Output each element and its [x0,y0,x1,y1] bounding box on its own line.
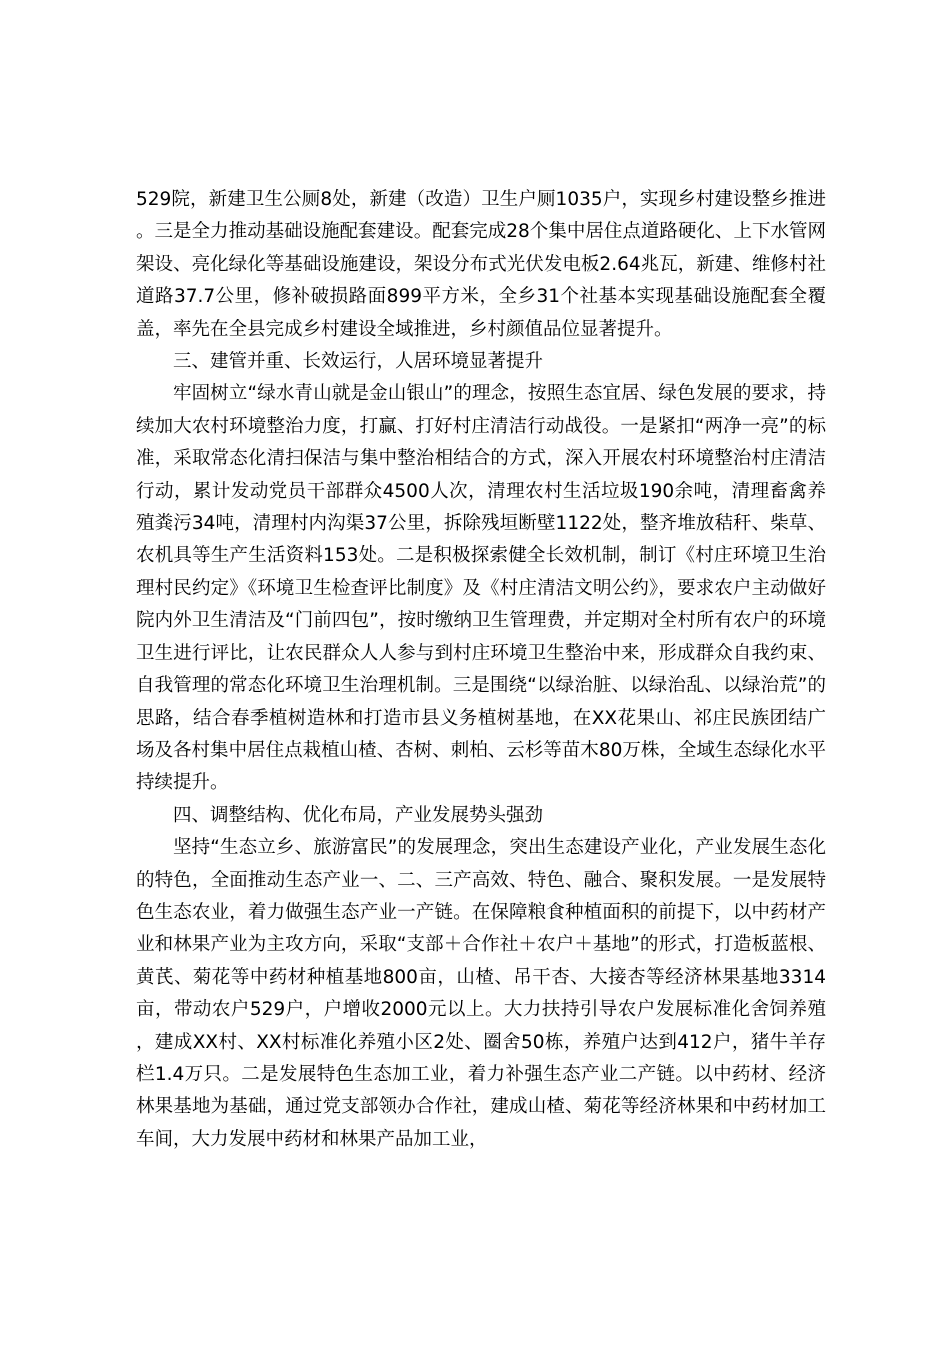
section-heading-3: 三、建管并重、长效运行，人居环境显著提升 [173,351,544,373]
section-heading-4: 四、调整结构、优化布局，产业发展势头强劲 [173,804,544,826]
paragraph-industry: 坚持“生态立乡、旅游富民”的发展理念，突出生态建设产业化，产业发展生态化的特色，全面推动生态产业一、二、三产高效、特色、融合、聚积发展。一是发展特色生态农业，着力做强生态产业一产链。在保障粮食种植面积的前提下，以中药材产业和林果产业为主攻方向，采取“支部＋合作社＋农户＋基地”的形式，打造板蓝根、黄芪、菊花等中药材种植基地800亩，山楂、吊干杏、大接杏等经济林果基地3314亩，带动农户529户，户增收2000元以上。大力扶持引导农户发展标准化舍饲养殖，建成XX村、XX村标准化养殖小区2处、圈舍50栋，养殖户达到412户，猪牛羊存栏1.4万只。二是发展特色生态加工业，着力补强生态产业二产链。以中药材、经济林果基地为基础，通过党支部领办合作社，建成山楂、菊花等经济林果和中药材加工车间，大力发展中药材和林果产品加工业， [136,837,826,1150]
paragraph-environment: 牢固树立“绿水青山就是金山银山”的理念，按照生态宜居、绿色发展的要求，持续加大农村环境整治力度，打赢、打好村庄清洁行动战役。一是紧扣“两净一亮”的标准，采取常态化清扫保洁与集中整治相结合的方式，深入开展农村环境整治村庄清洁行动，累计发动党员干部群众4500人次，清理农村生活垃圾190余吨，清理畜禽养殖粪污34吨，清理村内沟渠37公里，拆除残垣断壁1122处，整齐堆放秸秆、柴草、农机具等生产生活资料153处。二是积极探索健全长效机制，制订《村庄环境卫生治理村民约定》《环境卫生检查评比制度》及《村庄清洁文明公约》，要求农户主动做好院内外卫生清洁及“门前四包”，按时缴纳卫生管理费，并定期对全村所有农户的环境卫生进行评比，让农民群众人人参与到村庄环境卫生整治中来，形成群众自我约束、自我管理的常态化环境卫生治理机制。三是围绕“以绿治脏、以绿治乱、以绿治荒”的思路，结合春季植树造林和打造市县义务植树基地，在XX花果山、祁庄民族团结广场及各村集中居住点栽植山楂、杏树、刺柏、云杉等苗木80万株，全域生态绿化水平持续提升。 [136,383,826,794]
document-body [136,184,826,1156]
paragraph-rural-construction: 529院，新建卫生公厕8处，新建（改造）卫生户厕1035户，实现乡村建设整乡推进。三是全力推动基础设施配套建设。配套完成28个集中居住点道路硬化、上下水管网架设、亮化绿化等基础设施建设，架设分布式光伏发电板2.64兆瓦，新建、维修村社道路37.7公里，修补破损路面899平方米，全乡31个社基本实现基础设施配套全覆盖，率先在全县完成乡村建设全域推进，乡村颜值品位显著提升。 [136,189,826,340]
